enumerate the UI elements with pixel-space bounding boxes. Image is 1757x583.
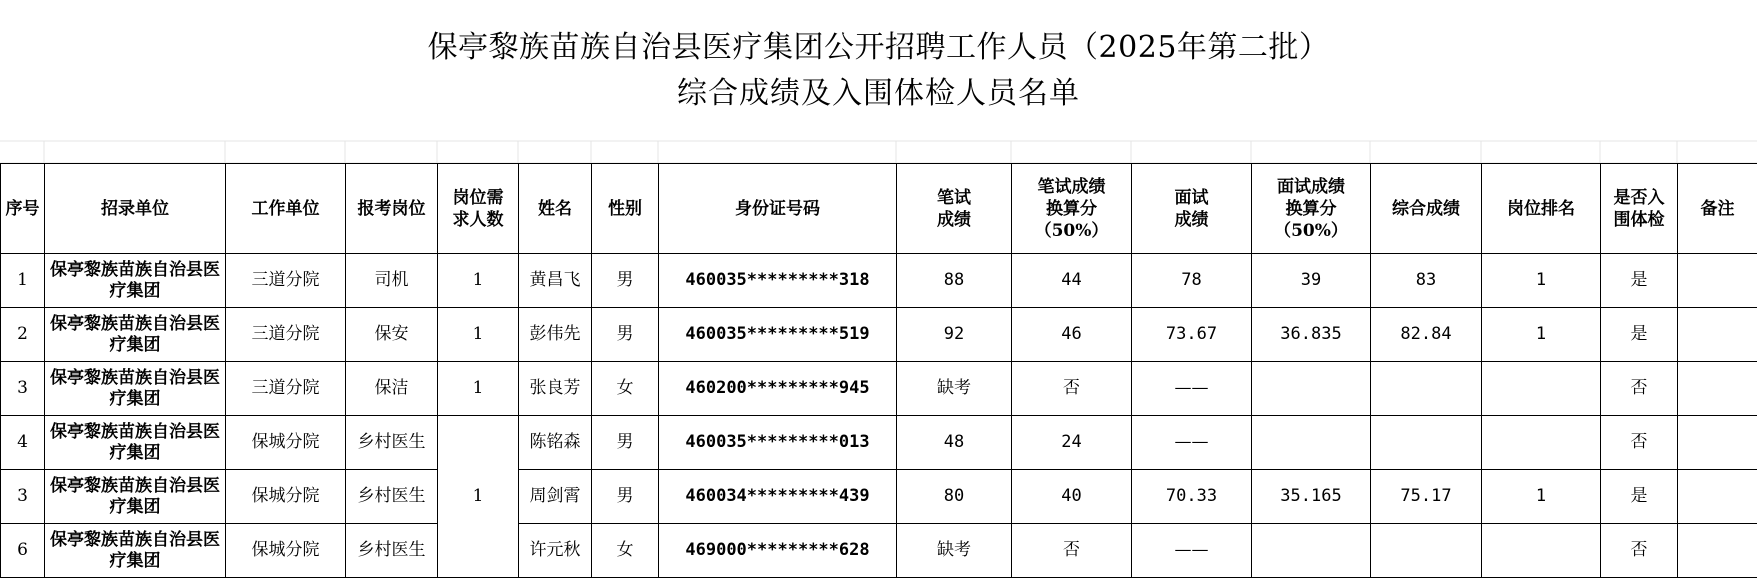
- cell-written-conv: 40: [1012, 470, 1132, 524]
- cell-unit: 保亭黎族苗族自治县医疗集团: [45, 416, 226, 470]
- cell-written: 80: [897, 470, 1012, 524]
- cell-written: 缺考: [897, 362, 1012, 416]
- cell-name: 陈铭森: [519, 416, 592, 470]
- cell-written: 48: [897, 416, 1012, 470]
- cell-unit: 保亭黎族苗族自治县医疗集团: [45, 254, 226, 308]
- cell-gender: 男: [592, 254, 659, 308]
- header-written-conv: [1012, 164, 1132, 254]
- cell-quota: 1: [438, 308, 519, 362]
- table-row: [1, 362, 1757, 416]
- cell-seq: 4: [1, 416, 45, 470]
- cell-rank: 1: [1482, 470, 1601, 524]
- cell-remark: [1678, 254, 1757, 308]
- cell-written-conv: 46: [1012, 308, 1132, 362]
- cell-workplace: 保城分院: [226, 416, 346, 470]
- cell-physical: 否: [1601, 416, 1678, 470]
- cell-written: 88: [897, 254, 1012, 308]
- cell-total: 83: [1371, 254, 1482, 308]
- header-physical: [1601, 164, 1678, 254]
- cell-seq: 6: [1, 524, 45, 578]
- cell-workplace: 三道分院: [226, 308, 346, 362]
- cell-gender: 女: [592, 524, 659, 578]
- cell-interview-conv: [1252, 524, 1371, 578]
- cell-interview-conv: 35.165: [1252, 470, 1371, 524]
- cell-position: 乡村医生: [346, 470, 438, 524]
- header-interview-line1: 面试: [1174, 187, 1209, 208]
- cell-workplace: 三道分院: [226, 362, 346, 416]
- header-gender: 性别: [592, 164, 659, 254]
- cell-interview: ——: [1132, 416, 1252, 470]
- cell-seq: 3: [1, 470, 45, 524]
- header-workplace: 工作单位: [226, 164, 346, 254]
- header-name: 姓名: [519, 164, 592, 254]
- cell-physical: 是: [1601, 470, 1678, 524]
- cell-id-number: 460034*********439: [659, 470, 897, 524]
- cell-id-number: 460200*********945: [659, 362, 897, 416]
- cell-position: 保安: [346, 308, 438, 362]
- cell-total: [1371, 416, 1482, 470]
- cell-total: 82.84: [1371, 308, 1482, 362]
- cell-gender: 男: [592, 416, 659, 470]
- cell-total: [1371, 524, 1482, 578]
- cell-name: 周剑霄: [519, 470, 592, 524]
- cell-rank: 1: [1482, 308, 1601, 362]
- cell-rank: 1: [1482, 254, 1601, 308]
- header-quota: [438, 164, 519, 254]
- header-id-number: 身份证号码: [659, 164, 897, 254]
- cell-seq: 3: [1, 362, 45, 416]
- cell-interview-conv: 36.835: [1252, 308, 1371, 362]
- table-row: [1, 254, 1757, 308]
- cell-position: 乡村医生: [346, 416, 438, 470]
- header-interview-conv-line3: （50%）: [1274, 220, 1348, 241]
- header-interview-conv-line2: 换算分: [1285, 198, 1337, 219]
- cell-workplace: 保城分院: [226, 524, 346, 578]
- header-interview: [1132, 164, 1252, 254]
- cell-quota: 1: [438, 362, 519, 416]
- cell-written-conv: 否: [1012, 524, 1132, 578]
- cell-interview: ——: [1132, 524, 1252, 578]
- cell-seq: 2: [1, 308, 45, 362]
- cell-id-number: 469000*********628: [659, 524, 897, 578]
- cell-written-conv: 24: [1012, 416, 1132, 470]
- cell-written: 缺考: [897, 524, 1012, 578]
- cell-written: 92: [897, 308, 1012, 362]
- header-written-conv-line1: 笔试成绩: [1037, 176, 1106, 197]
- cell-name: 许元秋: [519, 524, 592, 578]
- cell-gender: 女: [592, 362, 659, 416]
- header-row: [1, 164, 1757, 254]
- cell-written-conv: 44: [1012, 254, 1132, 308]
- cell-workplace: 三道分院: [226, 254, 346, 308]
- document-title-area: [0, 0, 1757, 142]
- document-subtitle: 综合成绩及入围体检人员名单: [677, 76, 1080, 111]
- cell-total: [1371, 362, 1482, 416]
- header-seq: 序号: [1, 164, 45, 254]
- cell-total: 75.17: [1371, 470, 1482, 524]
- cell-remark: [1678, 416, 1757, 470]
- cell-gender: 男: [592, 308, 659, 362]
- table-row: [1, 524, 1757, 578]
- cell-physical: 是: [1601, 254, 1678, 308]
- cell-remark: [1678, 524, 1757, 578]
- header-written-conv-line3: （50%）: [1034, 220, 1109, 241]
- header-remark: 备注: [1678, 164, 1757, 254]
- cell-rank: [1482, 524, 1601, 578]
- cell-remark: [1678, 470, 1757, 524]
- cell-name: 彭伟先: [519, 308, 592, 362]
- cell-interview: ——: [1132, 362, 1252, 416]
- table-row: [1, 416, 1757, 470]
- cell-rank: [1482, 362, 1601, 416]
- header-written-line1: 笔试: [937, 187, 971, 208]
- cell-physical: 否: [1601, 362, 1678, 416]
- header-unit: 招录单位: [45, 164, 226, 254]
- cell-interview: 70.33: [1132, 470, 1252, 524]
- header-interview-conv-line1: 面试成绩: [1277, 176, 1345, 197]
- cell-written-conv: 否: [1012, 362, 1132, 416]
- header-written-line2: 成绩: [937, 209, 971, 230]
- cell-interview: 73.67: [1132, 308, 1252, 362]
- cell-name: 黄昌飞: [519, 254, 592, 308]
- header-quota-line1: 岗位需: [452, 187, 504, 208]
- cell-gender: 男: [592, 470, 659, 524]
- cell-id-number: 460035*********519: [659, 308, 897, 362]
- document-title: 保亭黎族苗族自治县医疗集团公开招聘工作人员（2025年第二批）: [427, 30, 1330, 65]
- cell-quota: 1: [438, 254, 519, 308]
- header-total: 综合成绩: [1371, 164, 1482, 254]
- header-interview-conv: [1252, 164, 1371, 254]
- cell-id-number: 460035*********318: [659, 254, 897, 308]
- cell-position: 乡村医生: [346, 524, 438, 578]
- cell-seq: 1: [1, 254, 45, 308]
- cell-remark: [1678, 362, 1757, 416]
- cell-position: 司机: [346, 254, 438, 308]
- cell-quota-merged: 1: [438, 416, 519, 578]
- cell-unit: 保亭黎族苗族自治县医疗集团: [45, 524, 226, 578]
- header-written-conv-line2: 换算分: [1046, 198, 1097, 219]
- header-physical-line1: 是否入: [1613, 187, 1665, 208]
- cell-interview: 78: [1132, 254, 1252, 308]
- cell-physical: 否: [1601, 524, 1678, 578]
- cell-remark: [1678, 308, 1757, 362]
- results-table: [0, 163, 1757, 578]
- cell-physical: 是: [1601, 308, 1678, 362]
- cell-unit: 保亭黎族苗族自治县医疗集团: [45, 308, 226, 362]
- cell-workplace: 保城分院: [226, 470, 346, 524]
- cell-interview-conv: 39: [1252, 254, 1371, 308]
- cell-interview-conv: [1252, 362, 1371, 416]
- cell-unit: 保亭黎族苗族自治县医疗集团: [45, 362, 226, 416]
- cell-id-number: 460035*********013: [659, 416, 897, 470]
- header-written: [897, 164, 1012, 254]
- cell-name: 张良芳: [519, 362, 592, 416]
- table-row: [1, 308, 1757, 362]
- header-rank: 岗位排名: [1482, 164, 1601, 254]
- cell-rank: [1482, 416, 1601, 470]
- header-quota-line2: 求人数: [452, 209, 504, 230]
- header-physical-line2: 围体检: [1613, 209, 1665, 230]
- cell-unit: 保亭黎族苗族自治县医疗集团: [45, 470, 226, 524]
- header-position: 报考岗位: [346, 164, 438, 254]
- cell-interview-conv: [1252, 416, 1371, 470]
- header-interview-line2: 成绩: [1174, 209, 1209, 230]
- cell-position: 保洁: [346, 362, 438, 416]
- table-row: [1, 470, 1757, 524]
